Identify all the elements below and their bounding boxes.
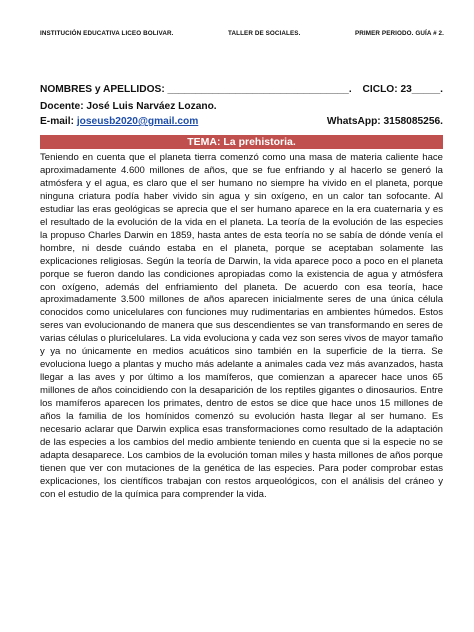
institution-name: INSTITUCIÓN EDUCATIVA LICEO BOLIVAR. (40, 30, 174, 37)
body-paragraph: Teniendo en cuenta que el planeta tierra comenzó como una masa de materia caliente hace aproximadamente 4.600 millones de años, que se fue enfriando y al hacerlo se generó la atmósfera y el agua, es claro que el ser humano no siempre ha vivido en el planeta, porque ninguna criatura podía haber vivido sin agua y sin oxígeno, en un calor tan sofocante. Al estudiar las eras geológicas se aprecia que el ser humano aparece en la era cuaternaria y es el resultado de la evolución de la vida en el planeta. La teoría de la evolución de las especies la propuso Charles Darwin en 1859, hasta antes de esta teoría no se sabía de dónde venía el hombre, ni desde cuándo estaba en el planeta, porque se aceptaban solamente las explicaciones religiosas. Según la teoría de Darwin, la vida aparece poco a poco en el planeta porque se fueron dando las condiciones apropiadas como la existencia de agua y atmósfera con oxígeno, además del enfriamiento del planeta. De acuerdo con esa teoría, hace aproximadamente 3.500 millones de años aparecen inicialmente seres de una única célula conocidos como unicelulares con funciones muy rudimentarias en ambientes húmedos. Estos seres van evolucionando de manera que sus descendientes se van transformando en seres de varias células o pluricelulares. La vida evoluciona y cada vez son seres vivos de mayor tamaño y ya no únicamente en medios acuáticos sino también en la superficie de la tierra. Se evoluciona luego a plantas y mucho más adelante a animales cada vez más avanzados, hasta llegar a las aves y por último a los mamíferos, que comienzan a aparecer hace unos 65 millones de años coincidiendo con la desaparición de los reptiles gigantes o dinosaurios. Entre los mamíferos aparecen los primates, dentro de estos se dice que hace unos 15 millones de años la familia de los homínidos comenzó su evolución hasta llegar al ser humano. Es necesario aclarar que Darwin explica esas transformaciones como resultado de la adaptación de las especies a los cambios del medio ambiente teniendo en cuenta que si la especie no se adapta desaparece. Los cambios de la evolución toman miles y hasta millones de años porque tienen que ver con mutaciones de la genética de las especies. Para poder comprobar estas explicaciones, los científicos trabajan con restos arqueológicos, con el análisis del cráneo y con el estudio de la química para comprender la vida. (40, 152, 443, 500)
whatsapp-number: WhatsApp: 3158085256. (326, 116, 443, 127)
student-info-line (40, 84, 443, 95)
teacher-line: Docente: José Luis Narváez Lozano. (40, 101, 217, 112)
period-guide: PRIMER PERIODO. GUÍA # 2. (354, 30, 444, 37)
workshop-title: TALLER DE SOCIALES. (228, 30, 301, 37)
email-block (40, 116, 198, 127)
document-header (40, 30, 444, 37)
email-label: E-mail: (40, 116, 74, 127)
contact-line (40, 116, 443, 127)
email-link[interactable]: joseusb2020@gmail.com (76, 116, 199, 127)
topic-banner: TEMA: La prehistoria. (40, 135, 443, 149)
cycle-field: CICLO: 23_____. (362, 84, 443, 95)
names-field: NOMBRES y APELLIDOS: ________________________________. (40, 84, 352, 95)
